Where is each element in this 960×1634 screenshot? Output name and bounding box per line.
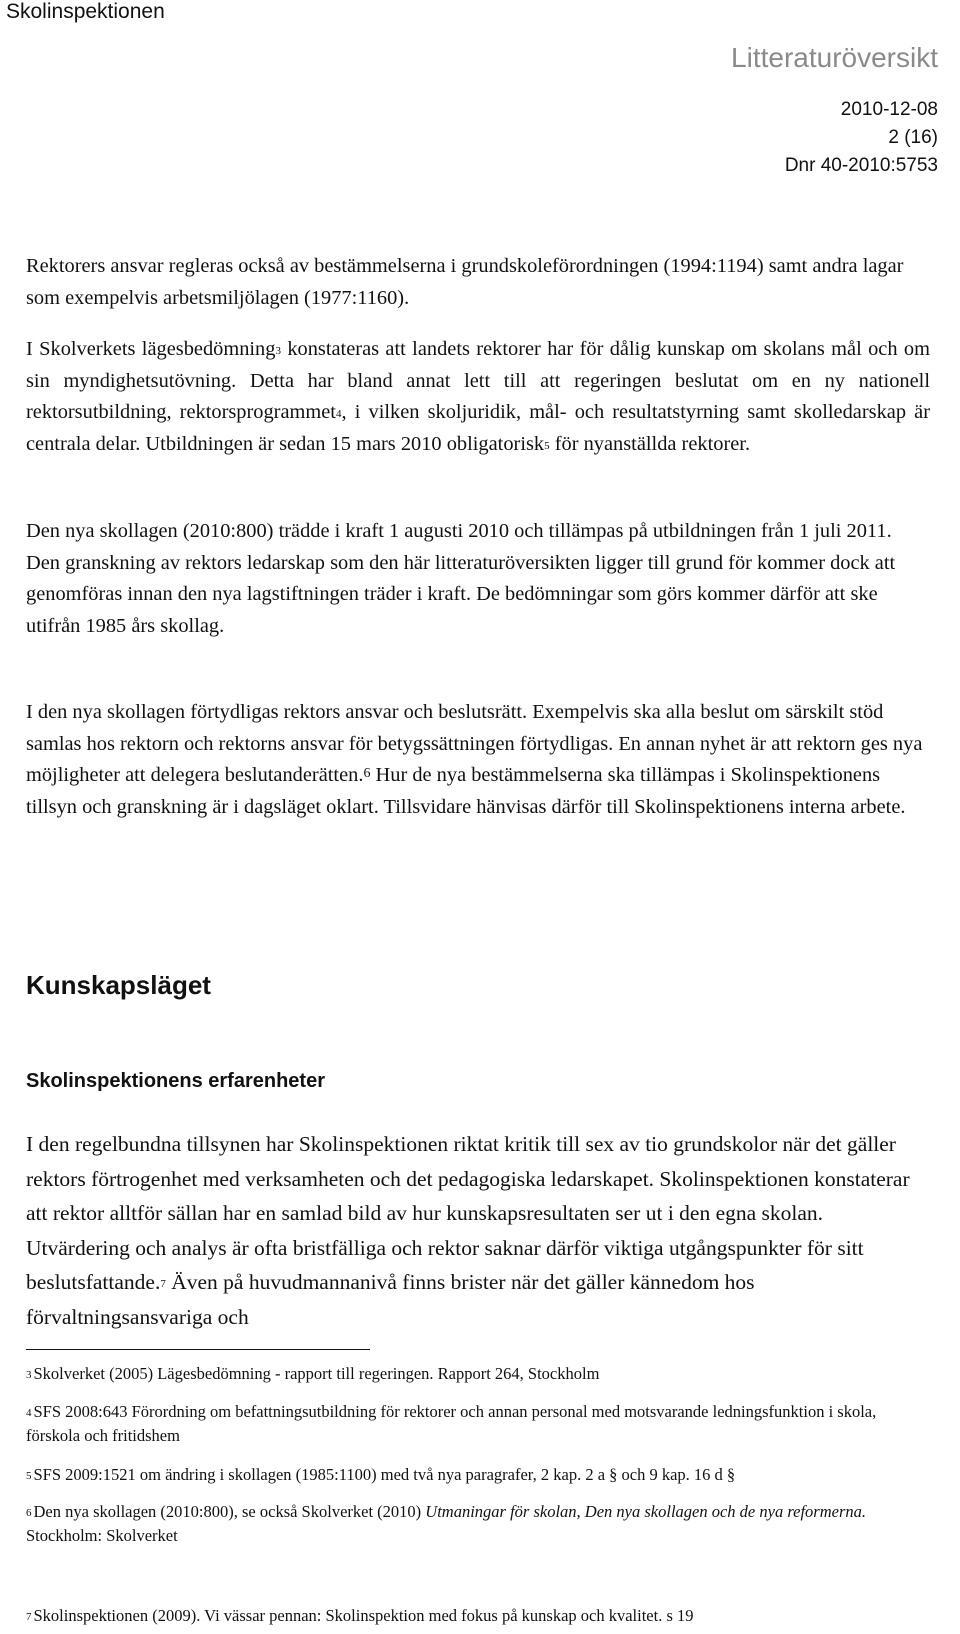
footnote-3 <box>26 1362 930 1386</box>
footnote-ref-3: 3 <box>275 345 281 357</box>
subsection-heading: Skolinspektionens erfarenheter <box>26 1070 325 1092</box>
paragraph-2-text <box>26 334 930 460</box>
footnote-ref-4: 4 <box>335 408 342 420</box>
p5-part-b: Även på huvudmannanivå finns brister när det gäller kännedom hos förvaltningsansvariga och <box>26 1270 755 1329</box>
footnote-text: SFS 2008:643 Förordning om befattningsutbildning för rektorer och annan personal med motsvarande ledningsfunktion i skola, förskola och fritidshem <box>26 1402 877 1445</box>
document-date: 2010-12-08 <box>840 99 938 120</box>
footnote-text: SFS 2009:1521 om ändring i skollagen (1985:1100) med två nya paragrafer, 2 kap. 2 a § och 9 kap. 16 d § <box>33 1465 736 1484</box>
paragraph-5 <box>26 1127 930 1334</box>
document-dnr: Dnr 40-2010:5753 <box>784 155 938 176</box>
paragraph-3 <box>26 516 930 642</box>
section-heading: Kunskapsläget <box>26 970 211 1000</box>
paragraph-4 <box>26 697 930 823</box>
footnote-number: 6 <box>26 1507 32 1519</box>
p2-part-b: konstateras att landets rektorer har för dålig kunskap om skolans mål och om sin myndighetsutövning. Detta har bland annat lett till att regeringen beslutat om en ny nationell rektorsutbildning, rektorsprogrammet <box>26 338 930 423</box>
footnote-7 <box>26 1604 930 1628</box>
p2-part-c: , i vilken skoljuridik, mål- och resultatstyrning samt skolledarskap är centrala delar. Utbildningen är sedan 15 mars 2010 obligatorisk <box>26 401 930 455</box>
document-title: Litteraturöversikt <box>731 42 938 73</box>
footnote-italic-title: Utmaningar för skolan, Den nya skollagen och de nya reformerna. <box>425 1502 866 1521</box>
footnote-text: Skolinspektionen (2009). Vi vässar pennan: Skolinspektion med fokus på kunskap och kvalitet. s 19 <box>33 1606 694 1625</box>
footnote-6 <box>26 1500 930 1548</box>
footnote-text: Skolverket (2005) Lägesbedömning - rapport till regeringen. Rapport 264, Stockholm <box>33 1364 600 1383</box>
p4-part-b: Hur de nya bestämmelserna ska tillämpas i Skolinspektionens tillsyn och granskning är i dagsläget oklart. Tillsvidare hänvisas därför till Skolinspektionens interna arbete. <box>26 764 906 818</box>
p5-part-a: I den regelbundna tillsynen har Skolinspektionen riktat kritik till sex av tio grundskolor när det gäller rektors förtrogenhet med verksamheten och det pedagogiska ledarskapet. Skolinspektionen konstaterar att rektor alltför sällan har en samlad bild av hur kunskapsresultaten ser ut i den egna skolan. Utvärdering och analys är ofta bristfälliga och rektor saknar därför viktiga utgångspunkter för sitt beslutsfattande. <box>26 1132 910 1294</box>
p4-part-a: I den nya skollagen förtydligas rektors ansvar och beslutsrätt. Exempelvis ska alla beslut om särskilt stöd samlas hos rektorn och rektorns ansvar för betygssättningen förtydligas. En annan nyhet är att rektorn ges nya möjligheter att delegera beslutanderätten. <box>26 701 923 786</box>
document-meta <box>785 96 938 180</box>
footnote-ref-5: 5 <box>544 439 550 452</box>
organization-name: Skolinspektionen <box>6 0 165 23</box>
footnote-4 <box>26 1400 930 1448</box>
paragraph-5-text <box>26 1127 930 1334</box>
paragraph-3-text: Den nya skollagen (2010:800) trädde i kraft 1 augusti 2010 och tillämpas på utbildningen från 1 juli 2011. Den granskning av rektors ledarskap som den här litteraturöversikten ligger till grund för kommer dock att genomföras innan den nya lagstiftningen träder i kraft. De bedömningar som görs kommer därför att ske utifrån 1985 års skollag. <box>26 520 896 637</box>
p2-part-a: I Skolverkets lägesbedömning <box>26 338 276 360</box>
footnote-text-tail: Stockholm: Skolverket <box>26 1526 178 1545</box>
footnote-number: 7 <box>26 1611 32 1623</box>
footnote-ref-6: 6 <box>363 766 371 781</box>
page-number: 2 (16) <box>888 127 938 148</box>
footnote-text: Den nya skollagen (2010:800), se också Skolverket (2010) <box>33 1502 426 1521</box>
paragraph-4-text <box>26 697 930 823</box>
footnote-number: 4 <box>26 1407 32 1419</box>
paragraph-1-text: Rektorers ansvar regleras också av bestämmelserna i grundskoleförordningen (1994:1194) samt andra lagar som exempelvis arbetsmiljölagen (1977:1160). <box>26 255 904 309</box>
footnote-ref-7: 7 <box>160 1278 166 1290</box>
footnote-5 <box>26 1463 930 1487</box>
footnote-number: 5 <box>26 1470 32 1482</box>
footnote-number: 3 <box>26 1369 32 1381</box>
p2-part-d: för nyanställda rektorer. <box>549 432 751 455</box>
footnote-divider <box>26 1349 370 1350</box>
paragraph-1 <box>26 251 930 314</box>
paragraph-2 <box>26 334 930 460</box>
